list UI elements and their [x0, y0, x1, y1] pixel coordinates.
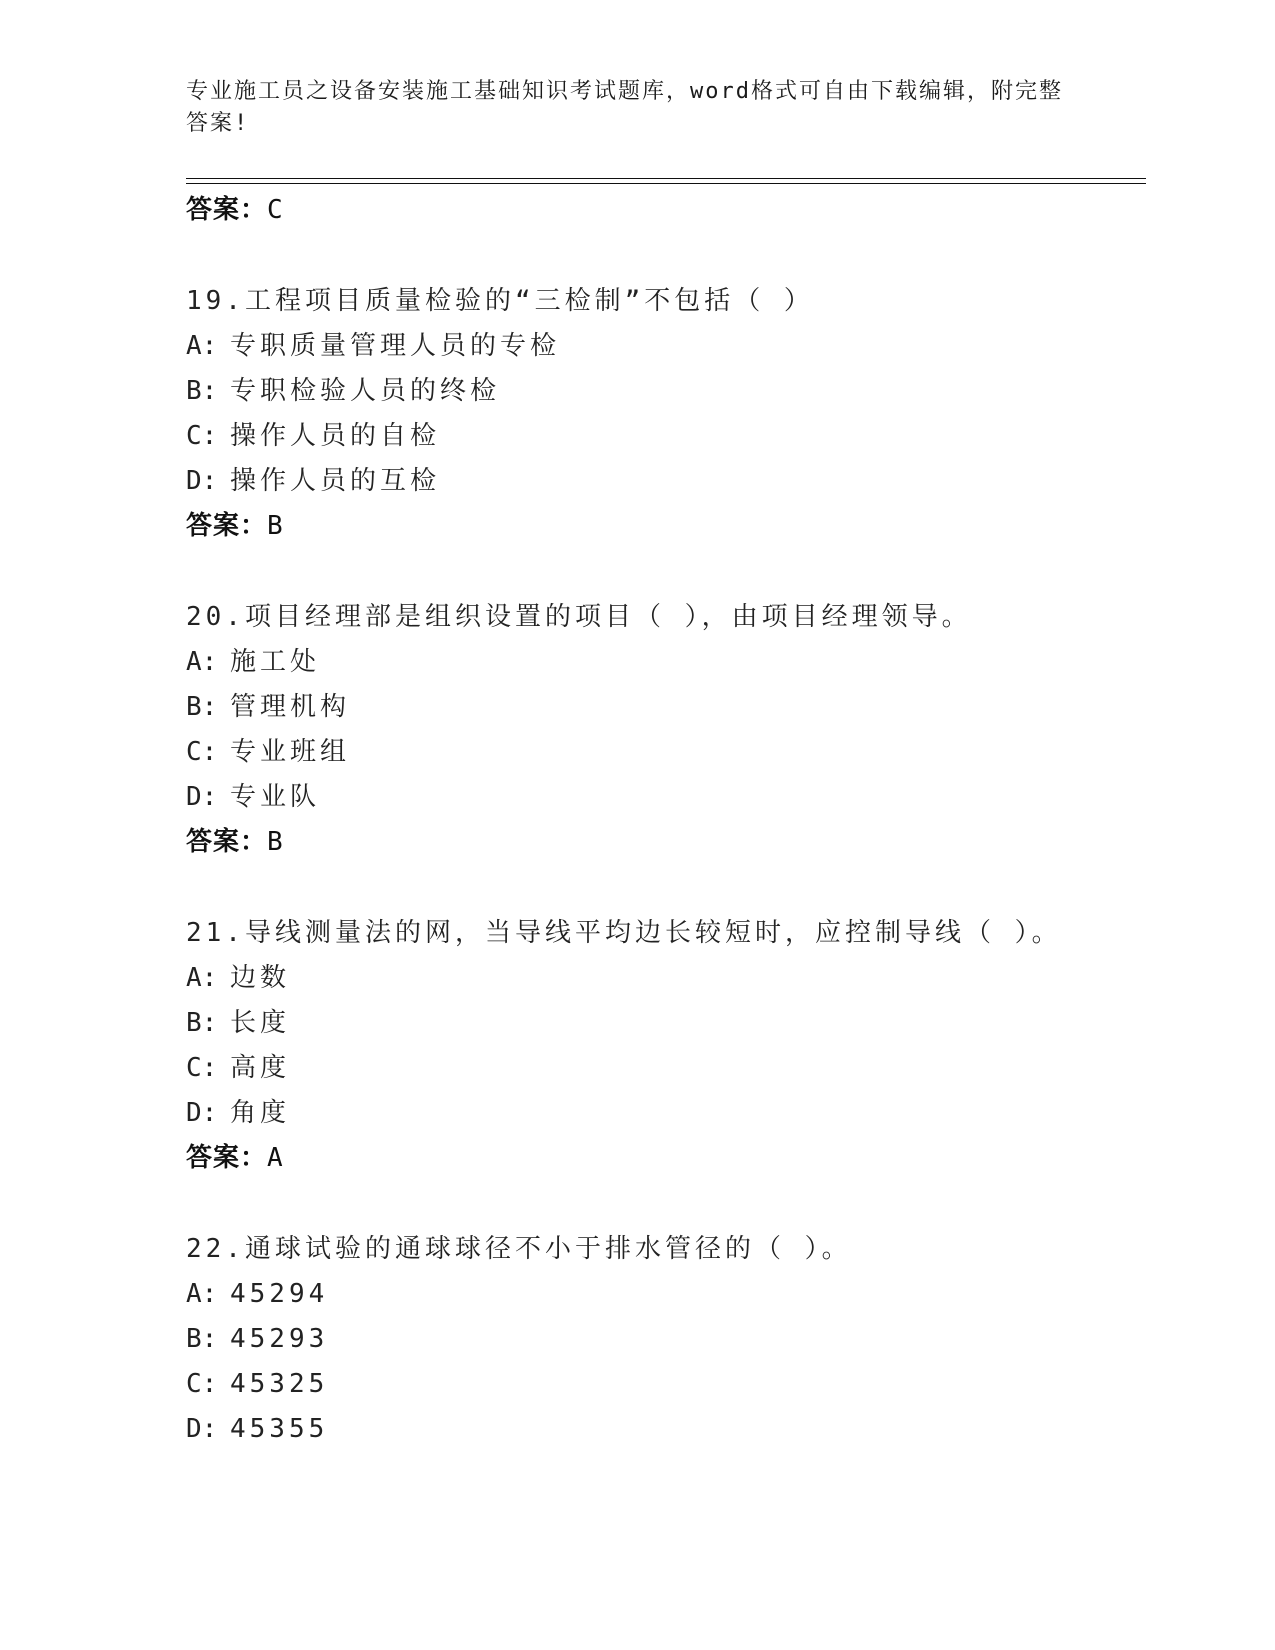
document-header: 专业施工员之设备安装施工基础知识考试题库，word格式可自由下载编辑，附完整答案! — [186, 79, 1063, 136]
option-text: 专业班组 — [230, 737, 351, 767]
option-text: 管理机构 — [230, 692, 351, 722]
option-b — [186, 369, 1146, 414]
answer-label: 答案： — [186, 195, 268, 225]
option-b — [186, 1001, 1146, 1046]
answer-label: 答案： — [186, 827, 268, 857]
answer-value: A — [267, 1143, 284, 1173]
option-text: 45294 — [230, 1279, 329, 1309]
option-d — [186, 1091, 1146, 1136]
option-key: C: — [186, 421, 218, 451]
option-key: D: — [186, 1098, 218, 1128]
option-b — [186, 1317, 1146, 1362]
question-block-19 — [186, 279, 1146, 549]
option-key: A: — [186, 331, 218, 361]
option-text: 操作人员的互检 — [230, 466, 441, 496]
option-key: C: — [186, 737, 218, 767]
option-key: B: — [186, 692, 218, 722]
question-title: 21.导线测量法的网，当导线平均边长较短时，应控制导线（ ）。 — [186, 918, 1062, 948]
answer-value: C — [267, 195, 284, 225]
option-a — [186, 640, 1146, 685]
option-text: 45293 — [230, 1324, 329, 1354]
option-key: D: — [186, 782, 218, 812]
spacer — [186, 233, 1146, 279]
answer-label: 答案： — [186, 1143, 268, 1173]
header-divider-bottom — [186, 183, 1146, 184]
spacer — [186, 549, 1146, 595]
option-key: B: — [186, 1324, 218, 1354]
option-text: 操作人员的自检 — [230, 421, 441, 451]
option-a — [186, 956, 1146, 1001]
question-title: 22.通球试验的通球球径不小于排水管径的（ ）。 — [186, 1234, 852, 1264]
answer-label: 答案： — [186, 511, 268, 541]
option-key: D: — [186, 466, 218, 496]
option-text: 专业队 — [230, 782, 321, 812]
option-text: 专职质量管理人员的专检 — [230, 331, 561, 361]
option-text: 长度 — [230, 1008, 291, 1038]
answer-value: B — [267, 827, 284, 857]
spacer — [186, 1181, 1146, 1227]
option-c — [186, 414, 1146, 459]
option-text: 45355 — [230, 1414, 329, 1444]
answer-line — [186, 1136, 1146, 1181]
option-text: 专职检验人员的终检 — [230, 376, 501, 406]
question-block-20 — [186, 595, 1146, 865]
question-block-22 — [186, 1227, 1146, 1452]
answer-value: B — [267, 511, 284, 541]
option-key: C: — [186, 1369, 218, 1399]
option-key: A: — [186, 1279, 218, 1309]
option-key: A: — [186, 963, 218, 993]
option-d — [186, 775, 1146, 820]
question-block-21 — [186, 911, 1146, 1181]
option-d — [186, 459, 1146, 504]
option-c — [186, 1046, 1146, 1091]
question-title: 19.工程项目质量检验的“三检制”不包括（ ） — [186, 286, 814, 316]
question-title: 20.项目经理部是组织设置的项目（ ），由项目经理领导。 — [186, 602, 972, 632]
spacer — [186, 865, 1146, 911]
answer-line — [186, 820, 1146, 865]
option-key: B: — [186, 1008, 218, 1038]
option-c — [186, 730, 1146, 775]
answer-line — [186, 188, 1146, 233]
option-d — [186, 1407, 1146, 1452]
option-text: 高度 — [230, 1053, 291, 1083]
option-key: B: — [186, 376, 218, 406]
option-text: 边数 — [230, 963, 291, 993]
answer-line — [186, 504, 1146, 549]
option-text: 45325 — [230, 1369, 329, 1399]
option-key: D: — [186, 1414, 218, 1444]
option-a — [186, 324, 1146, 369]
header-divider-top — [186, 178, 1146, 179]
option-a — [186, 1272, 1146, 1317]
option-text: 角度 — [230, 1098, 291, 1128]
question-list — [186, 188, 1146, 1452]
option-text: 施工处 — [230, 647, 321, 677]
option-key: C: — [186, 1053, 218, 1083]
option-c — [186, 1362, 1146, 1407]
option-b — [186, 685, 1146, 730]
option-key: A: — [186, 647, 218, 677]
